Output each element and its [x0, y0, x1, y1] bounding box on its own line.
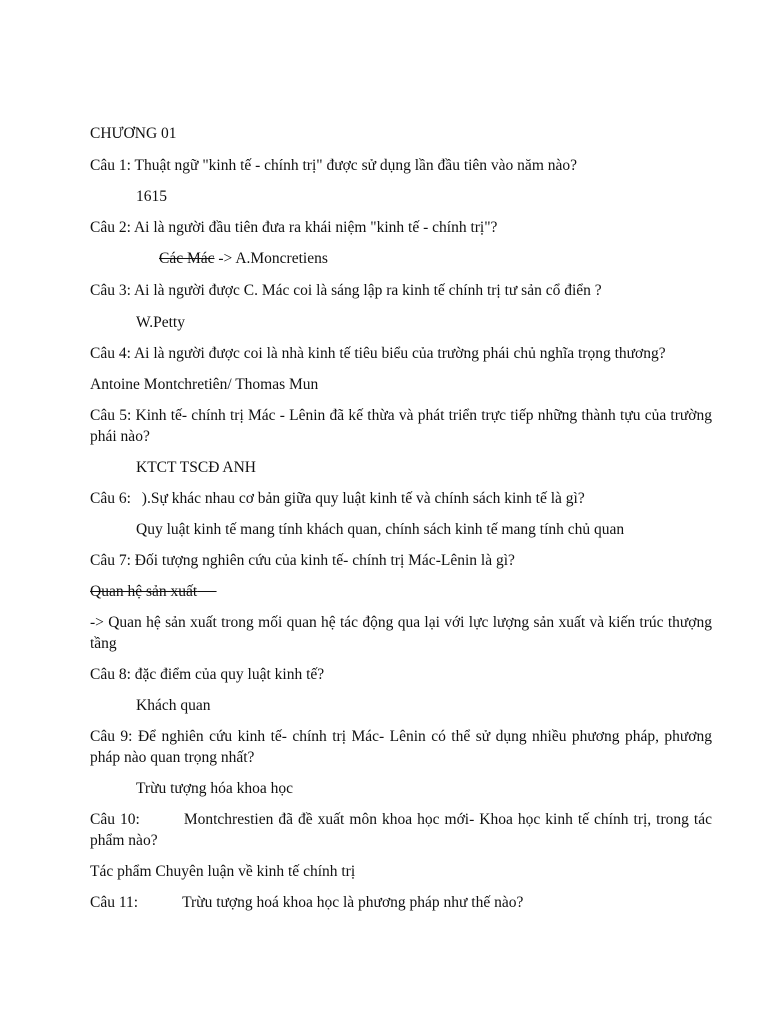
answer-7: -> Quan hệ sản xuất trong mối quan hệ tác động qua lại với lực lượng sản xuất và kiến trúc thượng tầng — [90, 614, 712, 652]
answer-10: Tác phẩm Chuyên luận về kinh tế chính trị — [90, 863, 356, 880]
answer-8: Khách quan — [136, 697, 211, 714]
question-9 — [90, 726, 712, 768]
answer-5: KTCT TSCĐ ANH — [136, 459, 257, 476]
answer-7-struck: Quan hệ sản xuất — [90, 583, 198, 600]
question-6-label: Câu 6: — [90, 490, 131, 507]
question-2 — [90, 217, 712, 238]
question-9-text: Để nghiên cứu kinh tế- chính trị Mác- Lênin có thể sử dụng nhiều phương pháp, phương pháp nào quan trọng nhất? — [90, 728, 712, 766]
question-7 — [90, 550, 712, 571]
answer-7-struck-line — [90, 581, 712, 602]
question-10 — [90, 809, 712, 851]
question-1 — [90, 155, 712, 176]
chapter-heading: CHƯƠNG 01 — [90, 125, 177, 142]
answer-4: Antoine Montchretiên/ Thomas Mun — [90, 376, 319, 393]
answer-1: 1615 — [136, 188, 167, 205]
question-6 — [90, 488, 712, 509]
question-10-text: Montchrestien đã đề xuất môn khoa học mới- Khoa học kinh tế chính trị, trong tác phẩm nào? — [90, 811, 712, 849]
question-11-text: Trừu tượng hoá khoa học là phương pháp như thế nào? — [182, 894, 524, 911]
question-3 — [90, 280, 712, 301]
question-5-text: Kinh tế- chính trị Mác - Lênin đã kế thừa và phát triển trực tiếp những thành tựu của trường phái nào? — [90, 407, 713, 445]
answer-9: Trừu tượng hóa khoa học — [136, 780, 294, 797]
answer-2-text: -> A.Moncretiens — [214, 250, 328, 267]
question-7-text: Đối tượng nghiên cứu của kinh tế- chính trị Mác-Lênin là gì? — [134, 552, 515, 569]
question-6-text: ).Sự khác nhau cơ bản giữa quy luật kinh tế và chính sách kinh tế là gì? — [141, 490, 585, 507]
question-5-label: Câu 5: — [90, 407, 132, 424]
answer-3: W.Petty — [136, 314, 185, 331]
question-11-label: Câu 11: — [90, 894, 139, 911]
question-3-label: Câu 3: — [90, 282, 131, 299]
question-3-text: Ai là người được C. Mác coi là sáng lập ra kinh tế chính trị tư sản cổ điển ? — [133, 282, 602, 299]
question-2-label: Câu 2: — [90, 219, 131, 236]
question-1-label: Câu 1: — [90, 157, 131, 174]
question-7-label: Câu 7: — [90, 552, 131, 569]
question-8-text: đặc điểm của quy luật kinh tế? — [134, 666, 325, 683]
question-4-label: Câu 4: — [90, 345, 131, 362]
answer-2-struck: Các Mác — [159, 250, 215, 267]
question-4-text: Ai là người được coi là nhà kinh tế tiêu biểu của trường phái chủ nghĩa trọng thương? — [133, 345, 666, 362]
answer-6: Quy luật kinh tế mang tính khách quan, chính sách kinh tế mang tính chủ quan — [136, 521, 625, 538]
question-5 — [90, 405, 712, 447]
question-8-label: Câu 8: — [90, 666, 131, 683]
question-10-label: Câu 10: — [90, 811, 140, 828]
answer-2 — [159, 248, 768, 269]
question-1-text: Thuật ngữ "kinh tế - chính trị" được sử dụng lần đầu tiên vào năm nào? — [134, 157, 578, 174]
question-9-label: Câu 9: — [90, 728, 133, 745]
question-2-text: Ai là người đầu tiên đưa ra khái niệm "kinh tế - chính trị"? — [133, 219, 498, 236]
question-4 — [90, 343, 712, 364]
question-11 — [90, 892, 712, 913]
answer-7-strike-tail — [197, 583, 216, 600]
question-8 — [90, 664, 712, 685]
